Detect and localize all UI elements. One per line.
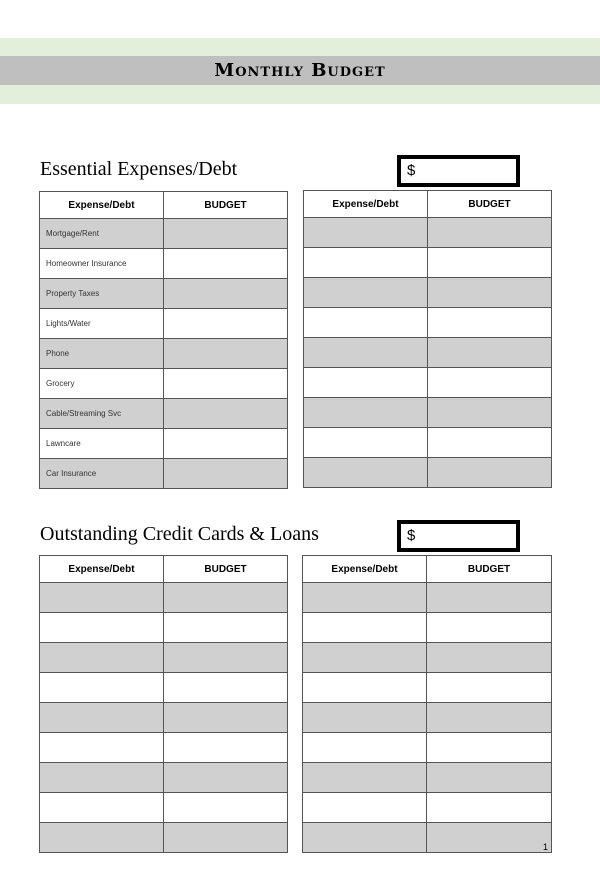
- essential-table-right: [303, 190, 552, 488]
- column-header-expense: Expense/Debt: [40, 192, 164, 219]
- budget-cell[interactable]: [427, 703, 552, 733]
- budget-cell[interactable]: [428, 278, 552, 308]
- budget-cell[interactable]: [428, 428, 552, 458]
- essential-total-currency: $: [407, 162, 416, 179]
- expense-cell[interactable]: [303, 793, 427, 823]
- expense-cell[interactable]: [40, 823, 164, 853]
- section-title-credit: Outstanding Credit Cards & Loans: [40, 523, 319, 545]
- budget-cell[interactable]: [164, 339, 288, 369]
- credit-total-box[interactable]: [397, 520, 520, 552]
- expense-cell[interactable]: [304, 308, 428, 338]
- credit-table-right: [302, 555, 552, 853]
- expense-cell[interactable]: [304, 338, 428, 368]
- budget-cell[interactable]: [164, 219, 288, 249]
- column-header-budget: BUDGET: [164, 556, 288, 583]
- expense-cell[interactable]: [40, 763, 164, 793]
- budget-cell[interactable]: [164, 369, 288, 399]
- budget-cell[interactable]: [164, 823, 288, 853]
- budget-cell[interactable]: [428, 308, 552, 338]
- expense-cell[interactable]: [304, 458, 428, 488]
- expense-cell[interactable]: [40, 583, 164, 613]
- expense-cell: Lawncare: [40, 429, 164, 459]
- expense-cell[interactable]: [303, 823, 427, 853]
- expense-cell: Car Insurance: [40, 459, 164, 489]
- column-header-budget: BUDGET: [427, 556, 552, 583]
- budget-cell[interactable]: [428, 218, 552, 248]
- budget-cell[interactable]: [164, 429, 288, 459]
- budget-cell[interactable]: [164, 793, 288, 823]
- essential-total-box[interactable]: [397, 155, 520, 187]
- expense-cell[interactable]: [303, 643, 427, 673]
- budget-cell[interactable]: [164, 643, 288, 673]
- title-bar: [0, 56, 600, 85]
- expense-cell: Property Taxes: [40, 279, 164, 309]
- budget-cell[interactable]: [164, 613, 288, 643]
- expense-cell[interactable]: [303, 703, 427, 733]
- expense-cell[interactable]: [40, 733, 164, 763]
- budget-cell[interactable]: [164, 309, 288, 339]
- expense-cell[interactable]: [304, 248, 428, 278]
- expense-cell[interactable]: [303, 673, 427, 703]
- budget-cell[interactable]: [428, 368, 552, 398]
- budget-cell[interactable]: [427, 823, 552, 853]
- budget-cell[interactable]: [428, 398, 552, 428]
- expense-cell[interactable]: [304, 398, 428, 428]
- budget-cell[interactable]: [164, 673, 288, 703]
- expense-cell[interactable]: [303, 733, 427, 763]
- budget-cell[interactable]: [164, 399, 288, 429]
- column-header-expense: Expense/Debt: [303, 556, 427, 583]
- budget-cell[interactable]: [428, 248, 552, 278]
- expense-cell: Homeowner Insurance: [40, 249, 164, 279]
- budget-cell[interactable]: [427, 733, 552, 763]
- budget-cell[interactable]: [427, 673, 552, 703]
- budget-cell[interactable]: [164, 733, 288, 763]
- column-header-expense: Expense/Debt: [304, 191, 428, 218]
- expense-cell: Cable/Streaming Svc: [40, 399, 164, 429]
- page-number: 1: [542, 842, 548, 852]
- budget-cell[interactable]: [164, 249, 288, 279]
- budget-cell[interactable]: [428, 338, 552, 368]
- expense-cell: Grocery: [40, 369, 164, 399]
- expense-cell[interactable]: [303, 763, 427, 793]
- expense-cell[interactable]: [40, 793, 164, 823]
- expense-cell[interactable]: [304, 218, 428, 248]
- budget-cell[interactable]: [164, 763, 288, 793]
- column-header-expense: Expense/Debt: [40, 556, 164, 583]
- essential-table-left: [39, 191, 288, 489]
- page-title: Monthly Budget: [214, 60, 386, 81]
- credit-total-currency: $: [407, 527, 416, 544]
- expense-cell[interactable]: [40, 703, 164, 733]
- expense-cell: Mortgage/Rent: [40, 219, 164, 249]
- budget-cell[interactable]: [428, 458, 552, 488]
- section-title-essential: Essential Expenses/Debt: [40, 158, 238, 180]
- budget-cell[interactable]: [427, 583, 552, 613]
- expense-cell: Lights/Water: [40, 309, 164, 339]
- expense-cell[interactable]: [304, 368, 428, 398]
- expense-cell[interactable]: [304, 428, 428, 458]
- credit-table-left: [39, 555, 288, 853]
- budget-cell[interactable]: [427, 793, 552, 823]
- budget-cell[interactable]: [427, 613, 552, 643]
- column-header-budget: BUDGET: [428, 191, 552, 218]
- expense-cell: Phone: [40, 339, 164, 369]
- budget-cell[interactable]: [164, 279, 288, 309]
- expense-cell[interactable]: [304, 278, 428, 308]
- expense-cell[interactable]: [303, 583, 427, 613]
- expense-cell[interactable]: [40, 613, 164, 643]
- budget-cell[interactable]: [164, 583, 288, 613]
- column-header-budget: BUDGET: [164, 192, 288, 219]
- budget-cell[interactable]: [164, 703, 288, 733]
- expense-cell[interactable]: [40, 643, 164, 673]
- budget-cell[interactable]: [164, 459, 288, 489]
- expense-cell[interactable]: [303, 613, 427, 643]
- budget-cell[interactable]: [427, 643, 552, 673]
- budget-cell[interactable]: [427, 763, 552, 793]
- expense-cell[interactable]: [40, 673, 164, 703]
